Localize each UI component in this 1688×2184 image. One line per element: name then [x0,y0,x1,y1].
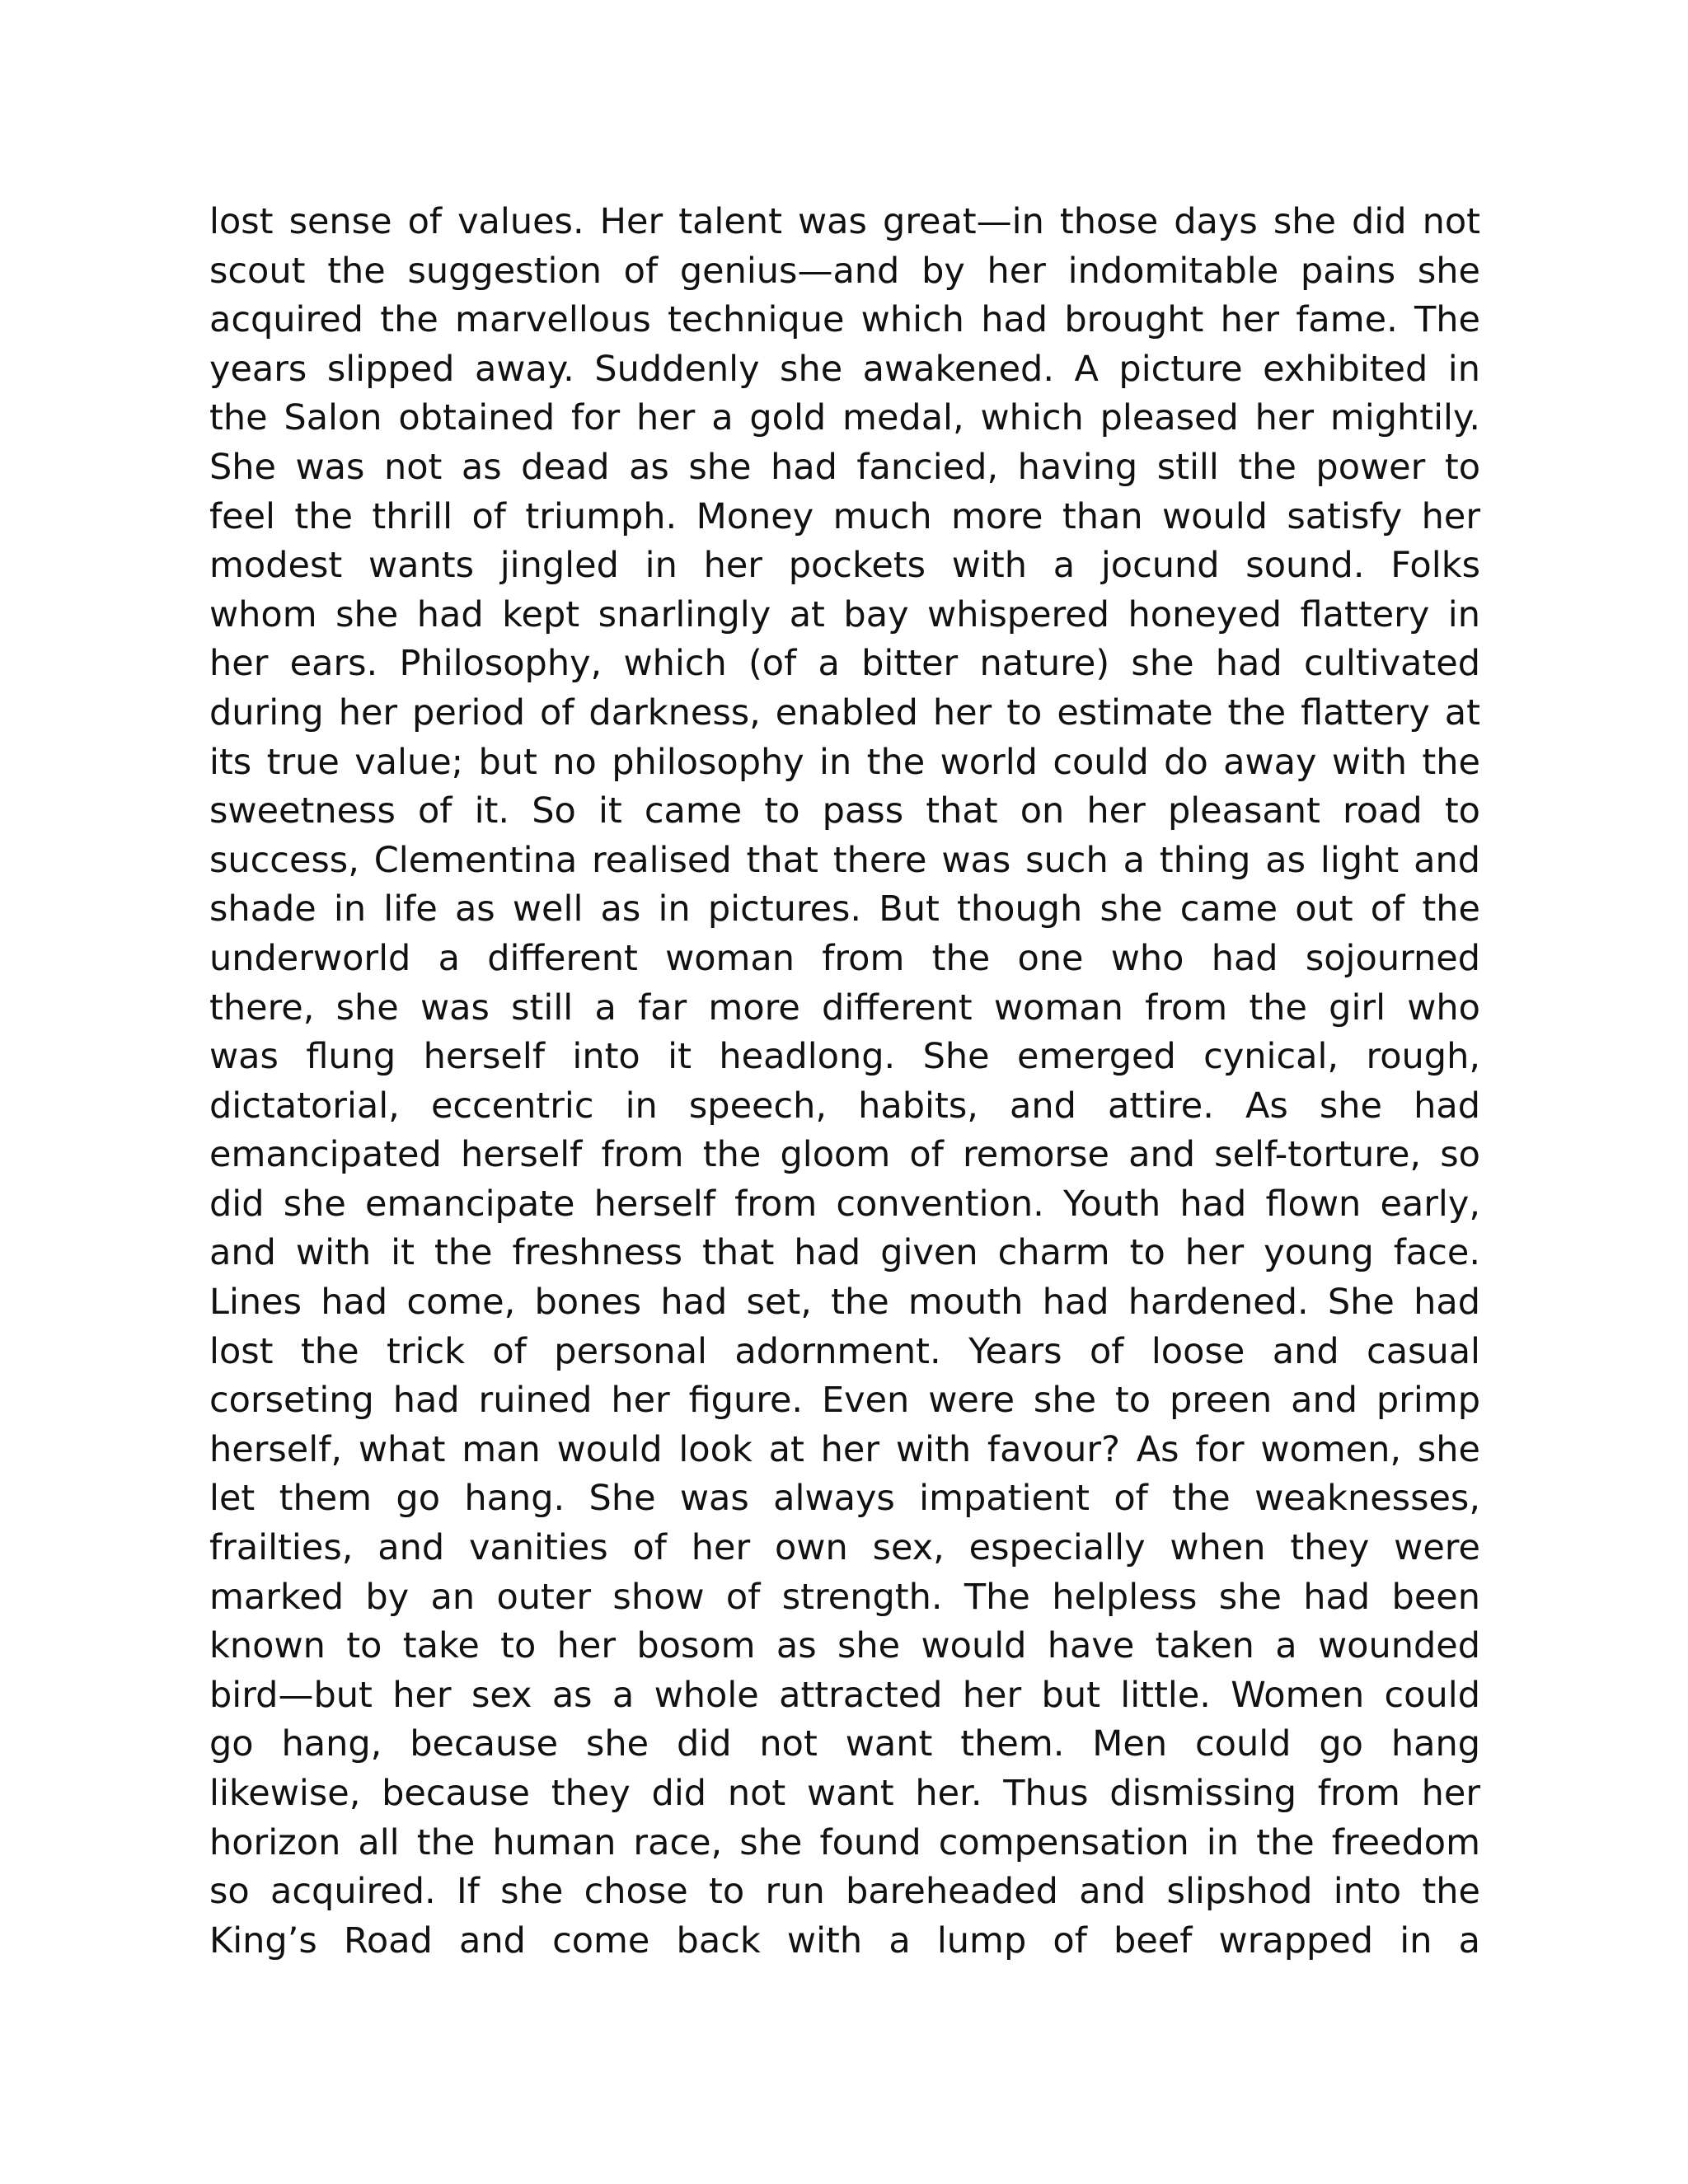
text-line: the Salon obtained for her a gold medal, which pleased her mightily. [209,397,1480,439]
text-line: feel the thrill of triumph. Money much more than would satisfy her [209,495,1480,537]
text-line: She was not as dead as she had fancied, having still the power to [209,446,1480,488]
text-line: bird—but her sex as a whole attracted her but little. Women could [209,1674,1480,1716]
text-line: corseting had ruined her figure. Even were she to preen and primp [209,1380,1480,1422]
text-line: herself, what man would look at her with favour? As for women, she [209,1428,1480,1470]
text-line: go hang, because she did not want them. Men could go hang [209,1723,1480,1765]
text-line: Lines had come, bones had set, the mouth had hardened. She had [209,1282,1480,1324]
text-line: sweetness of it. So it came to pass that on her pleasant road to [209,790,1480,832]
text-line: acquired the marvellous technique which had brought her fame. The [209,299,1480,341]
text-line: horizon all the human race, she found compensation in the freedom [209,1821,1480,1863]
text-line: likewise, because they did not want her. Thus dismissing from her [209,1773,1480,1814]
text-line: dictatorial, eccentric in speech, habits, and attire. As she had [209,1085,1480,1127]
text-line: her ears. Philosophy, which (of a bitter nature) she had cultivated [209,643,1480,685]
text-line: modest wants jingled in her pockets with a jocund sound. Folks [209,545,1480,587]
text-line: was flung herself into it headlong. She emerged cynical, rough, [209,1036,1480,1078]
page-body [209,198,1480,1966]
text-line: scout the suggestion of genius—and by her indomitable pains she [209,250,1480,292]
text-line: years slipped away. Suddenly she awakened. A picture exhibited in [209,348,1480,390]
text-line: marked by an outer show of strength. The helpless she had been [209,1576,1480,1618]
text-line: frailties, and vanities of her own sex, especially when they were [209,1527,1480,1569]
text-line: underworld a different woman from the one who had sojourned [209,937,1480,979]
text-line: during her period of darkness, enabled her to estimate the flattery at [209,691,1480,733]
text-line: emancipated herself from the gloom of remorse and self-torture, so [209,1134,1480,1176]
text-line: King’s Road and come back with a lump of beef wrapped in a [209,1919,1480,1961]
text-line: success, Clementina realised that there was such a thing as light and [209,839,1480,881]
text-line: known to take to her bosom as she would have taken a wounded [209,1625,1480,1667]
text-line: lost sense of values. Her talent was great—in those days she did not [209,201,1480,242]
text-line: whom she had kept snarlingly at bay whispered honeyed flattery in [209,593,1480,635]
text-line: lost the trick of personal adornment. Years of loose and casual [209,1330,1480,1372]
text-line: did she emancipate herself from convention. Youth had flown early, [209,1183,1480,1225]
text-line: there, she was still a far more different woman from the girl who [209,987,1480,1029]
text-line: so acquired. If she chose to run bareheaded and slipshod into the [209,1871,1480,1913]
text-line: let them go hang. She was always impatient of the weaknesses, [209,1478,1480,1520]
text-line: shade in life as well as in pictures. But though she came out of the [209,888,1480,930]
text-line: and with it the freshness that had given charm to her young face. [209,1232,1480,1274]
text-line: its true value; but no philosophy in the world could do away with the [209,741,1480,783]
